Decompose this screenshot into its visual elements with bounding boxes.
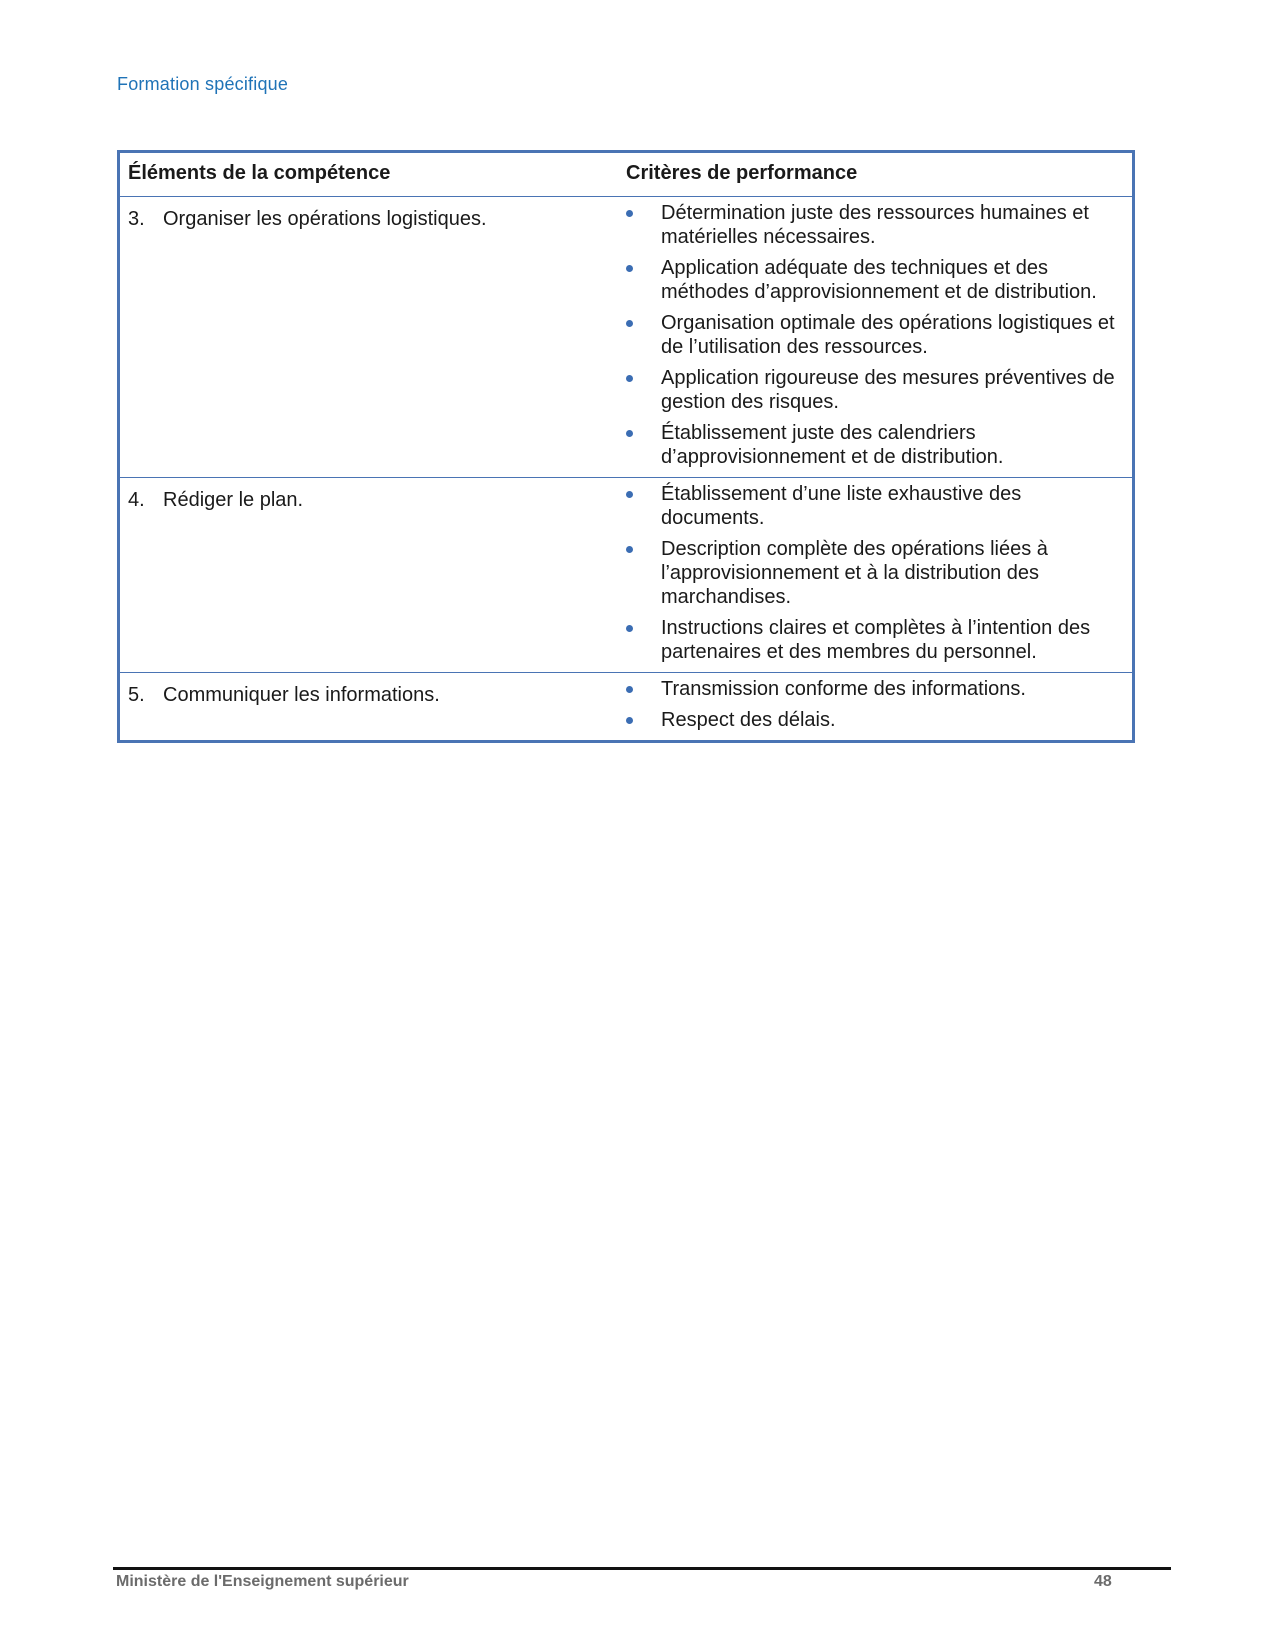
- table-row: [120, 196, 1132, 477]
- page-number: 48: [1094, 1573, 1112, 1590]
- element-number: 5.: [128, 684, 145, 706]
- bullet-icon: [626, 320, 633, 327]
- list-item: Établissement d’une liste exhaustive des documents.: [626, 482, 1126, 530]
- footer-divider: [113, 1567, 1171, 1570]
- list-item: Respect des délais.: [626, 708, 1126, 732]
- competence-table: [117, 150, 1135, 743]
- bullet-icon: [626, 546, 633, 553]
- list-item: Détermination juste des ressources humaines et matérielles nécessaires.: [626, 201, 1126, 249]
- table-row: [120, 672, 1132, 740]
- bullet-icon: [626, 210, 633, 217]
- list-item: Organisation optimale des opérations logistiques et de l’utilisation des ressources.: [626, 311, 1126, 359]
- criteria-list: [626, 673, 1126, 740]
- element-text: Rédiger le plan.: [163, 489, 304, 511]
- table-row: [120, 477, 1132, 672]
- bullet-icon: [626, 686, 633, 693]
- bullet-icon: [626, 375, 633, 382]
- list-item: Application adéquate des techniques et des méthodes d’approvisionnement et de distribution.: [626, 256, 1126, 304]
- element-number: 4.: [128, 489, 145, 511]
- criteria-list: [626, 197, 1126, 477]
- list-item: Instructions claires et complètes à l’intention des partenaires et des membres du personnel.: [626, 616, 1126, 664]
- list-item: Établissement juste des calendriers d’approvisionnement et de distribution.: [626, 421, 1126, 469]
- competence-element: [128, 207, 626, 231]
- bullet-icon: [626, 625, 633, 632]
- bullet-icon: [626, 430, 633, 437]
- column-header-criteria: Critères de performance: [626, 162, 858, 184]
- table-header-row: [120, 153, 1132, 196]
- competence-element: [128, 683, 626, 707]
- footer-ministry: Ministère de l'Enseignement supérieur: [116, 1573, 409, 1590]
- list-item: Description complète des opérations liées à l’approvisionnement et à la distribution des marchandises.: [626, 537, 1126, 609]
- bullet-icon: [626, 265, 633, 272]
- column-header-elements: Éléments de la compétence: [128, 162, 391, 184]
- criteria-list: [626, 478, 1126, 672]
- bullet-icon: [626, 717, 633, 724]
- element-text: Communiquer les informations.: [163, 684, 440, 706]
- list-item: Transmission conforme des informations.: [626, 677, 1126, 701]
- element-number: 3.: [128, 208, 145, 230]
- competence-element: [128, 488, 626, 512]
- element-text: Organiser les opérations logistiques.: [163, 208, 487, 230]
- page-section-title: Formation spécifique: [117, 74, 289, 94]
- list-item: Application rigoureuse des mesures préventives de gestion des risques.: [626, 366, 1126, 414]
- bullet-icon: [626, 491, 633, 498]
